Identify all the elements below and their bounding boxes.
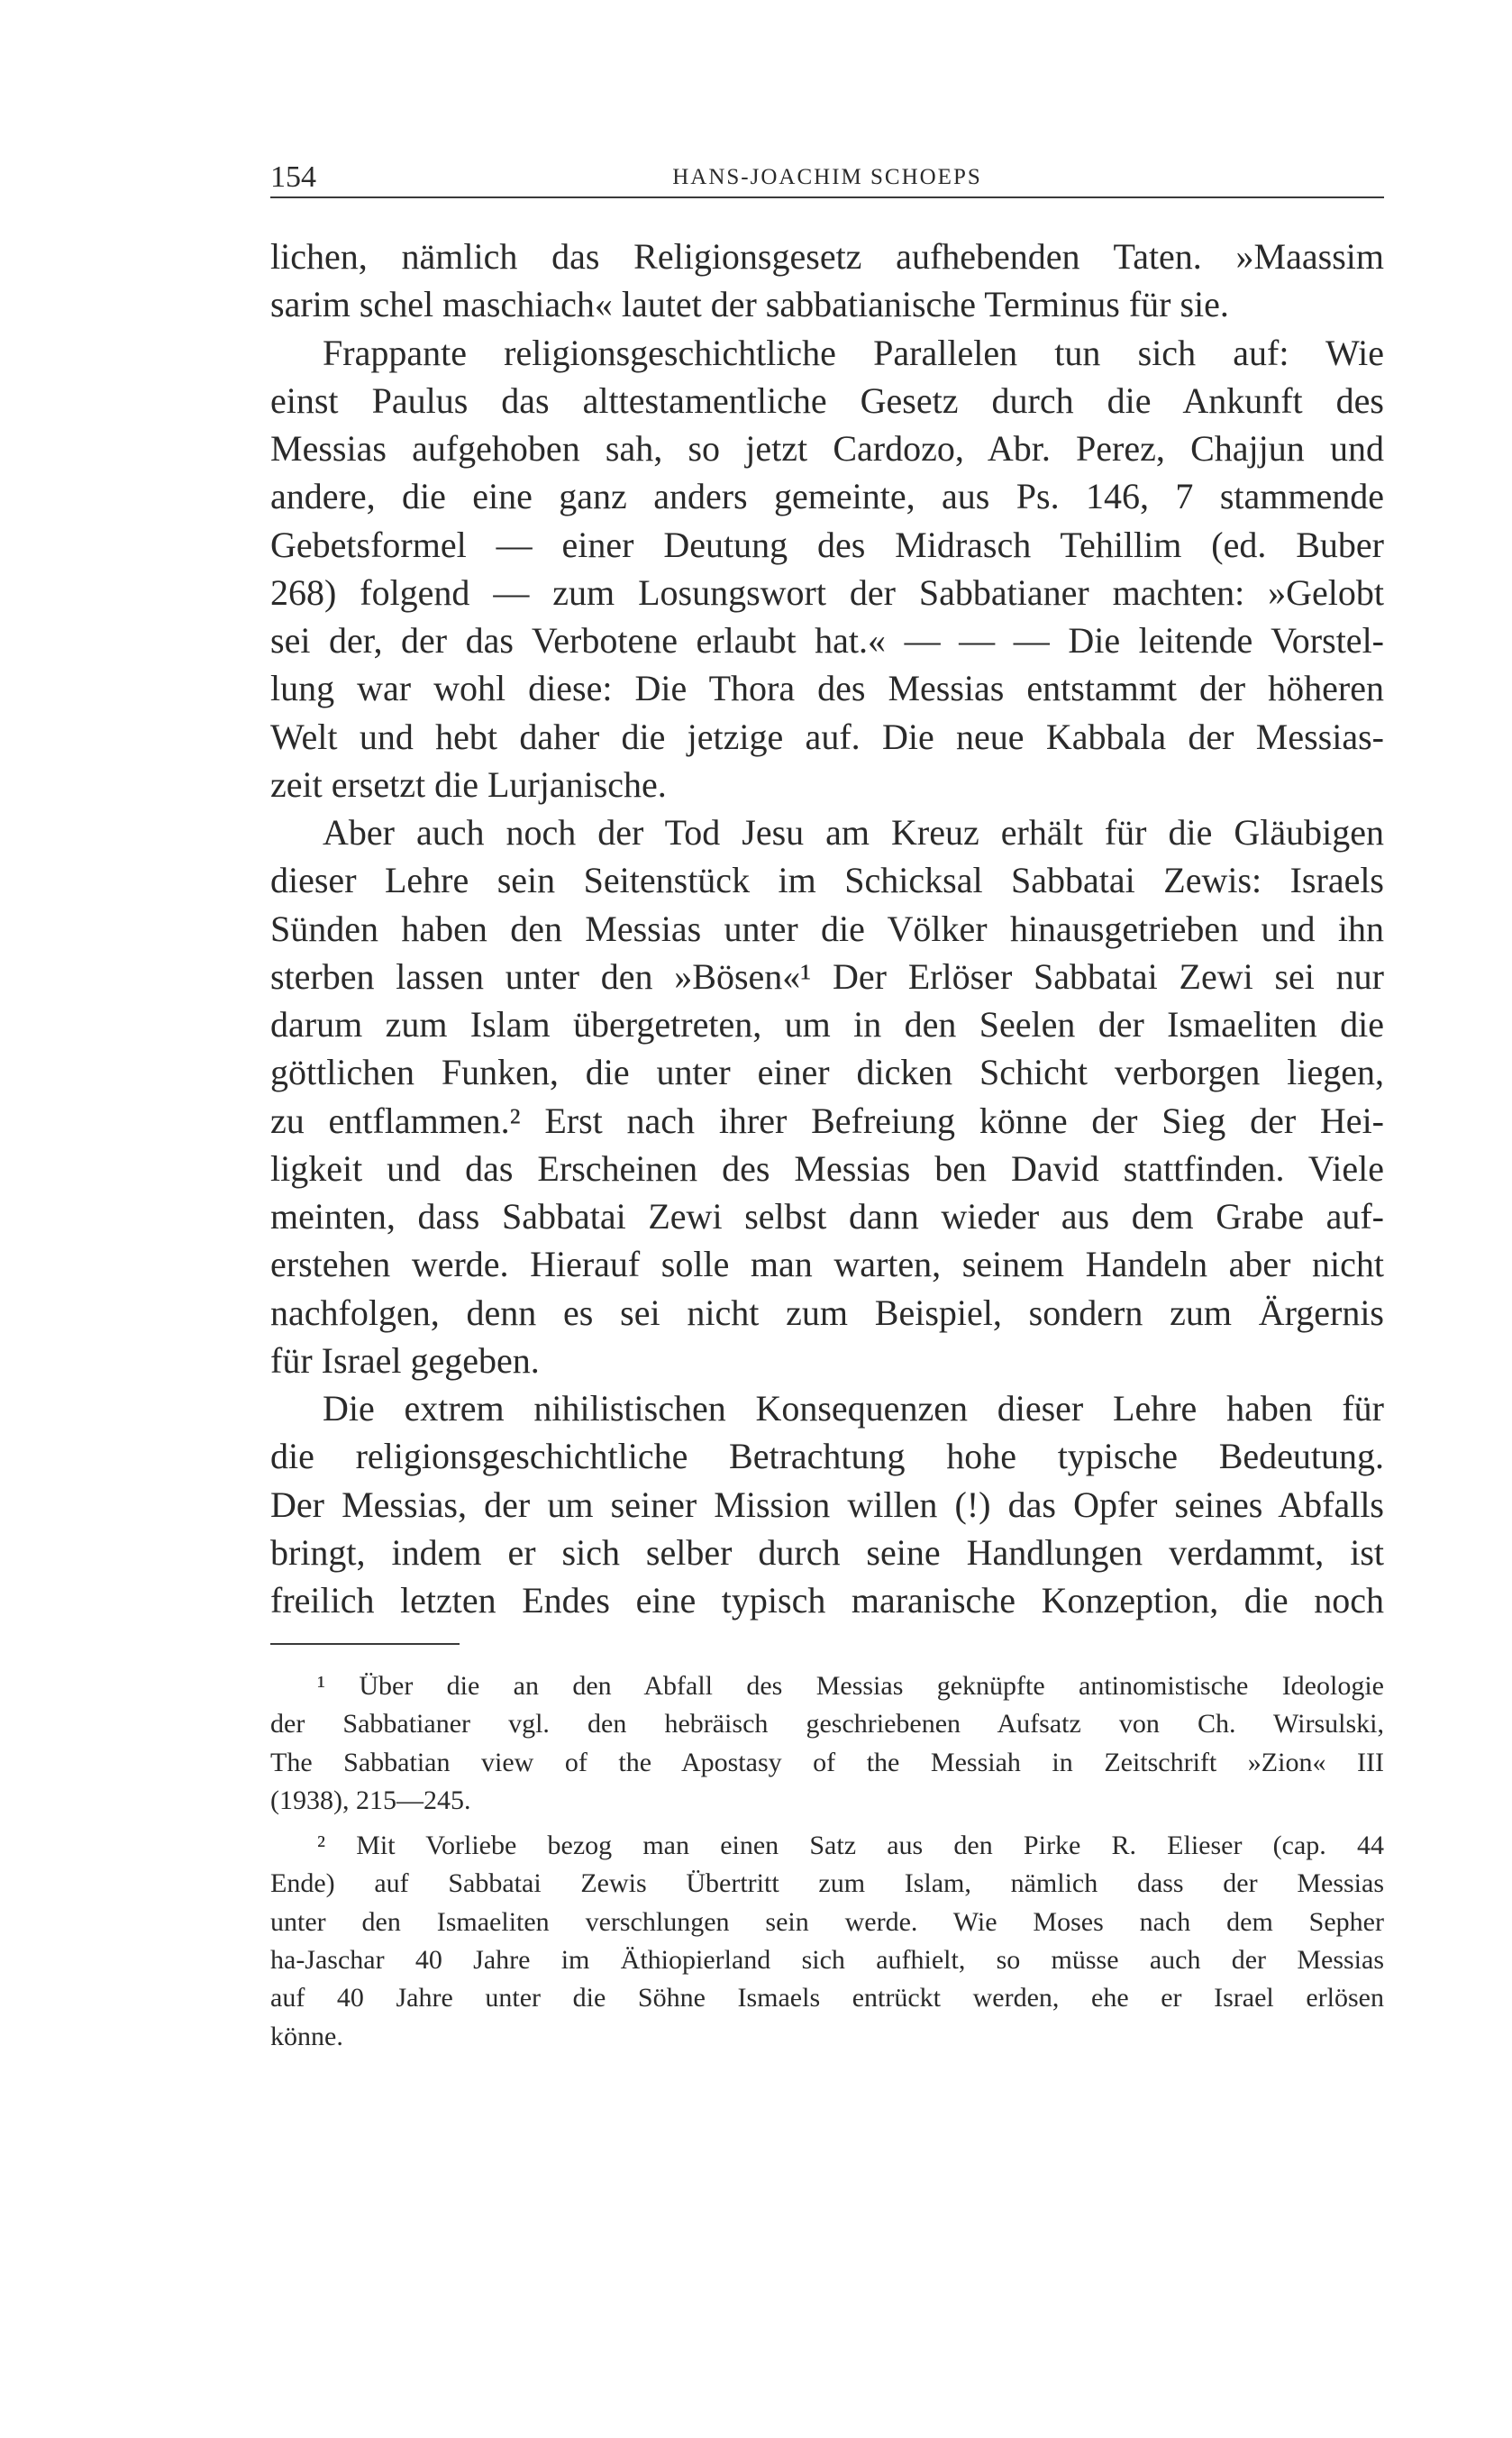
text-line: sarim schel maschiach« lautet der sabbatianische Terminus für sie. bbox=[270, 284, 1229, 325]
text-line: dieser Lehre sein Seitenstück im Schicksal Sabbatai Zewis: Israels bbox=[270, 860, 1384, 901]
footnote-line: der Sabbatianer vgl. den hebräisch geschriebenen Aufsatz von Ch. Wirsulski, bbox=[270, 1709, 1384, 1739]
text-line: Gebetsformel — einer Deutung des Midrasch Tehillim (ed. Buber bbox=[270, 524, 1384, 565]
body-text bbox=[270, 233, 1384, 1624]
header-title: HANS-JOACHIM SCHOEPS bbox=[672, 165, 982, 189]
text-line: meinten, dass Sabbatai Zewi selbst dann wieder aus dem Grabe auf- bbox=[270, 1196, 1384, 1237]
text-line: einst Paulus das alttestamentliche Gesetz durch die Ankunft des bbox=[270, 379, 1384, 421]
text-line: darum zum Islam übergetreten, um in den Seelen der Ismaeliten die bbox=[270, 1004, 1384, 1045]
text-line: andere, die eine ganz anders gemeinte, aus Ps. 146, 7 stammende bbox=[270, 476, 1384, 517]
text-line: sei der, der das Verbotene erlaubt hat.« — — — Die leitende Vorstel- bbox=[270, 620, 1384, 661]
page-number: 154 bbox=[270, 160, 316, 194]
text-line: Messias aufgehoben sah, so jetzt Cardozo, Abr. Perez, Chajjun und bbox=[270, 428, 1384, 469]
text-line: Aber auch noch der Tod Jesu am Kreuz erhält für die Gläubigen bbox=[323, 812, 1384, 853]
text-line: 268) folgend — zum Losungswort der Sabbatianer machten: »Gelobt bbox=[270, 571, 1384, 613]
text-line: zu entflammen.² Erst nach ihrer Befreiung könne der Sieg der Hei- bbox=[270, 1100, 1384, 1141]
text-line: Welt und hebt daher die jetzige auf. Die neue Kabbala der Messias- bbox=[270, 716, 1384, 757]
text-line: für Israel gegeben. bbox=[270, 1339, 540, 1381]
text-line: freilich letzten Endes eine typisch maranische Konzeption, die noch bbox=[270, 1580, 1384, 1621]
running-head bbox=[270, 159, 1384, 198]
text-line: ligkeit und das Erscheinen des Messias ben David stattfinden. Viele bbox=[270, 1147, 1384, 1189]
text-line: sterben lassen unter den »Bösen«¹ Der Erlöser Sabbatai Zewi sei nur bbox=[270, 955, 1384, 997]
footnote-line: ha-Jaschar 40 Jahre im Äthiopierland sich aufhielt, so müsse auch der Messias bbox=[270, 1945, 1384, 1976]
text-line: lung war wohl diese: Die Thora des Messias entstammt der höheren bbox=[270, 668, 1384, 709]
text-line: bringt, indem er sich selber durch seine Handlungen verdammt, ist bbox=[270, 1531, 1384, 1573]
text-line: Frappante religionsgeschichtliche Parallelen tun sich auf: Wie bbox=[323, 332, 1384, 373]
text-line: Der Messias, der um seiner Mission willen (!) das Opfer seines Abfalls bbox=[270, 1484, 1384, 1525]
footnote-line: Ende) auf Sabbatai Zewis Übertritt zum Islam, nämlich dass der Messias bbox=[270, 1868, 1384, 1899]
footnote-line: könne. bbox=[270, 2021, 343, 2051]
text-line: Sünden haben den Messias unter die Völker hinausgetrieben und ihn bbox=[270, 908, 1384, 949]
text-line: die religionsgeschichtliche Betrachtung hohe typische Bedeutung. bbox=[270, 1436, 1384, 1477]
footnotes bbox=[270, 1667, 1384, 2056]
text-line: lichen, nämlich das Religionsgesetz aufhebenden Taten. »Maassim bbox=[270, 236, 1384, 277]
footnote-line: auf 40 Jahre unter die Söhne Ismaels entrückt werden, ehe er Israel erlösen bbox=[270, 1983, 1384, 2013]
footnote-divider bbox=[270, 1643, 460, 1645]
text-line: nachfolgen, denn es sei nicht zum Beispiel, sondern zum Ärgernis bbox=[270, 1292, 1384, 1333]
footnote-line: The Sabbatian view of the Apostasy of the Messiah in Zeitschrift »Zion« III bbox=[270, 1747, 1384, 1777]
text-line: Die extrem nihilistischen Konsequenzen dieser Lehre haben für bbox=[323, 1388, 1384, 1429]
footnote-line: ² Mit Vorliebe bezog man einen Satz aus den Pirke R. Elieser (cap. 44 bbox=[317, 1831, 1384, 1861]
footnote-line: ¹ Über die an den Abfall des Messias geknüpfte antinomistische Ideologie bbox=[317, 1671, 1384, 1701]
text-line: erstehen werde. Hierauf solle man warten, seinem Handeln aber nicht bbox=[270, 1244, 1384, 1285]
text-line: zeit ersetzt die Lurjanische. bbox=[270, 763, 667, 805]
footnote-line: (1938), 215—245. bbox=[270, 1785, 471, 1815]
text-line: göttlichen Funken, die unter einer dicken Schicht verborgen liegen, bbox=[270, 1052, 1384, 1093]
footnote-line: unter den Ismaeliten verschlungen sein werde. Wie Moses nach dem Sepher bbox=[270, 1906, 1384, 1937]
